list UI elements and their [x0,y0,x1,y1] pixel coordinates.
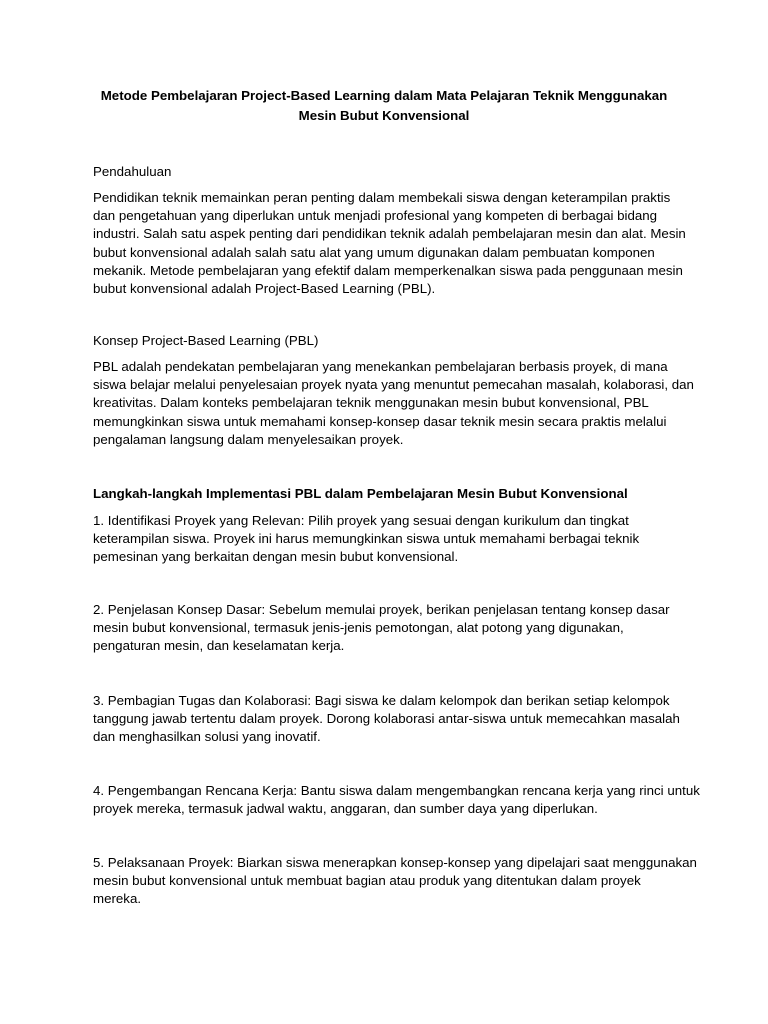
paragraph-line: memungkinkan siswa untuk memahami konsep-konsep dasar teknik mesin secara praktis melalui [93,413,667,429]
paragraph-line: 4. Pengembangan Rencana Kerja: Bantu siswa dalam mengembangkan rencana kerja yang rinci untuk [93,783,700,798]
paragraph-konsep [93,358,693,449]
document-title-line-2: Mesin Bubut Konvensional [298,108,470,123]
paragraph-line: keterampilan siswa. Proyek ini harus memungkinkan siswa untuk memahami berbagai teknik [93,531,640,547]
paragraph-line: 3. Pembagian Tugas dan Kolaborasi: Bagi siswa ke dalam kelompok dan berikan setiap kelompok [93,693,670,708]
paragraph-pendahuluan [93,189,693,298]
paragraph-line: Pendidikan teknik memainkan peran penting dalam membekali siswa dengan keterampilan praktis [93,190,671,205]
paragraph-line: mekanik. Metode pembelajaran yang efektif dalam memperkenalkan siswa pada penggunaan mesin [93,262,683,278]
paragraph-line: pengalaman langsung dalam menyelesaikan proyek. [93,431,404,447]
paragraph-line: bubut konvensional adalah salah satu alat yang umum digunakan dalam pembuatan komponen [93,244,655,260]
section-heading-pendahuluan: Pendahuluan [93,164,172,179]
step-item-3 [93,692,693,747]
paragraph-line: tanggung jawab tertentu dalam proyek. Dorong kolaborasi antar-siswa untuk memecahkan masalah [93,711,680,727]
paragraph-line: 5. Pelaksanaan Proyek: Biarkan siswa menerapkan konsep-konsep yang dipelajari saat menggunakan [93,855,697,870]
paragraph-line: mesin bubut konvensional untuk membuat bagian atau produk yang ditentukan dalam proyek [93,873,641,889]
paragraph-line: 1. Identifikasi Proyek yang Relevan: Pilih proyek yang sesuai dengan kurikulum dan tingkat [93,513,629,528]
paragraph-line: pengaturan mesin, dan keselamatan kerja. [93,638,345,654]
paragraph-line: industri. Salah satu aspek penting dari pendidikan teknik adalah pembelajaran mesin dan alat. Mesin [93,226,686,242]
document-title-line-1: Metode Pembelajaran Project-Based Learning dalam Mata Pelajaran Teknik Menggunakan [100,88,668,103]
paragraph-line: mereka. [93,891,142,907]
section-heading-langkah: Langkah-langkah Implementasi PBL dalam Pembelajaran Mesin Bubut Konvensional [93,486,628,501]
step-item-5 [93,854,697,909]
paragraph-line: pemesinan yang berkaitan dengan mesin bubut konvensional. [93,549,459,565]
paragraph-line: kreativitas. Dalam konteks pembelajaran teknik menggunakan mesin bubut konvensional, PBL [93,395,649,411]
paragraph-line: proyek mereka, termasuk jadwal waktu, anggaran, dan sumber daya yang diperlukan. [93,801,598,817]
section-heading-konsep: Konsep Project-Based Learning (PBL) [93,333,319,348]
paragraph-line: dan pengetahuan yang diperlukan untuk menjadi profesional yang kompeten di berbagai bidang [93,208,658,224]
paragraph-line: dan menghasilkan solusi yang inovatif. [93,729,321,745]
step-item-1 [93,512,693,567]
step-item-4 [93,782,700,818]
paragraph-line: bubut konvensional adalah Project-Based Learning (PBL). [93,281,436,297]
document-title [80,86,688,126]
paragraph-line: siswa belajar melalui penyelesaian proyek nyata yang menuntut pemecahan masalah, kolaborasi, dan [93,377,694,393]
step-item-2 [93,601,693,656]
paragraph-line: PBL adalah pendekatan pembelajaran yang menekankan pembelajaran berbasis proyek, di mana [93,359,668,374]
paragraph-line: mesin bubut konvensional, termasuk jenis-jenis pemotongan, alat potong yang digunakan, [93,620,624,636]
paragraph-line: 2. Penjelasan Konsep Dasar: Sebelum memulai proyek, berikan penjelasan tentang konsep dasar [93,602,670,617]
